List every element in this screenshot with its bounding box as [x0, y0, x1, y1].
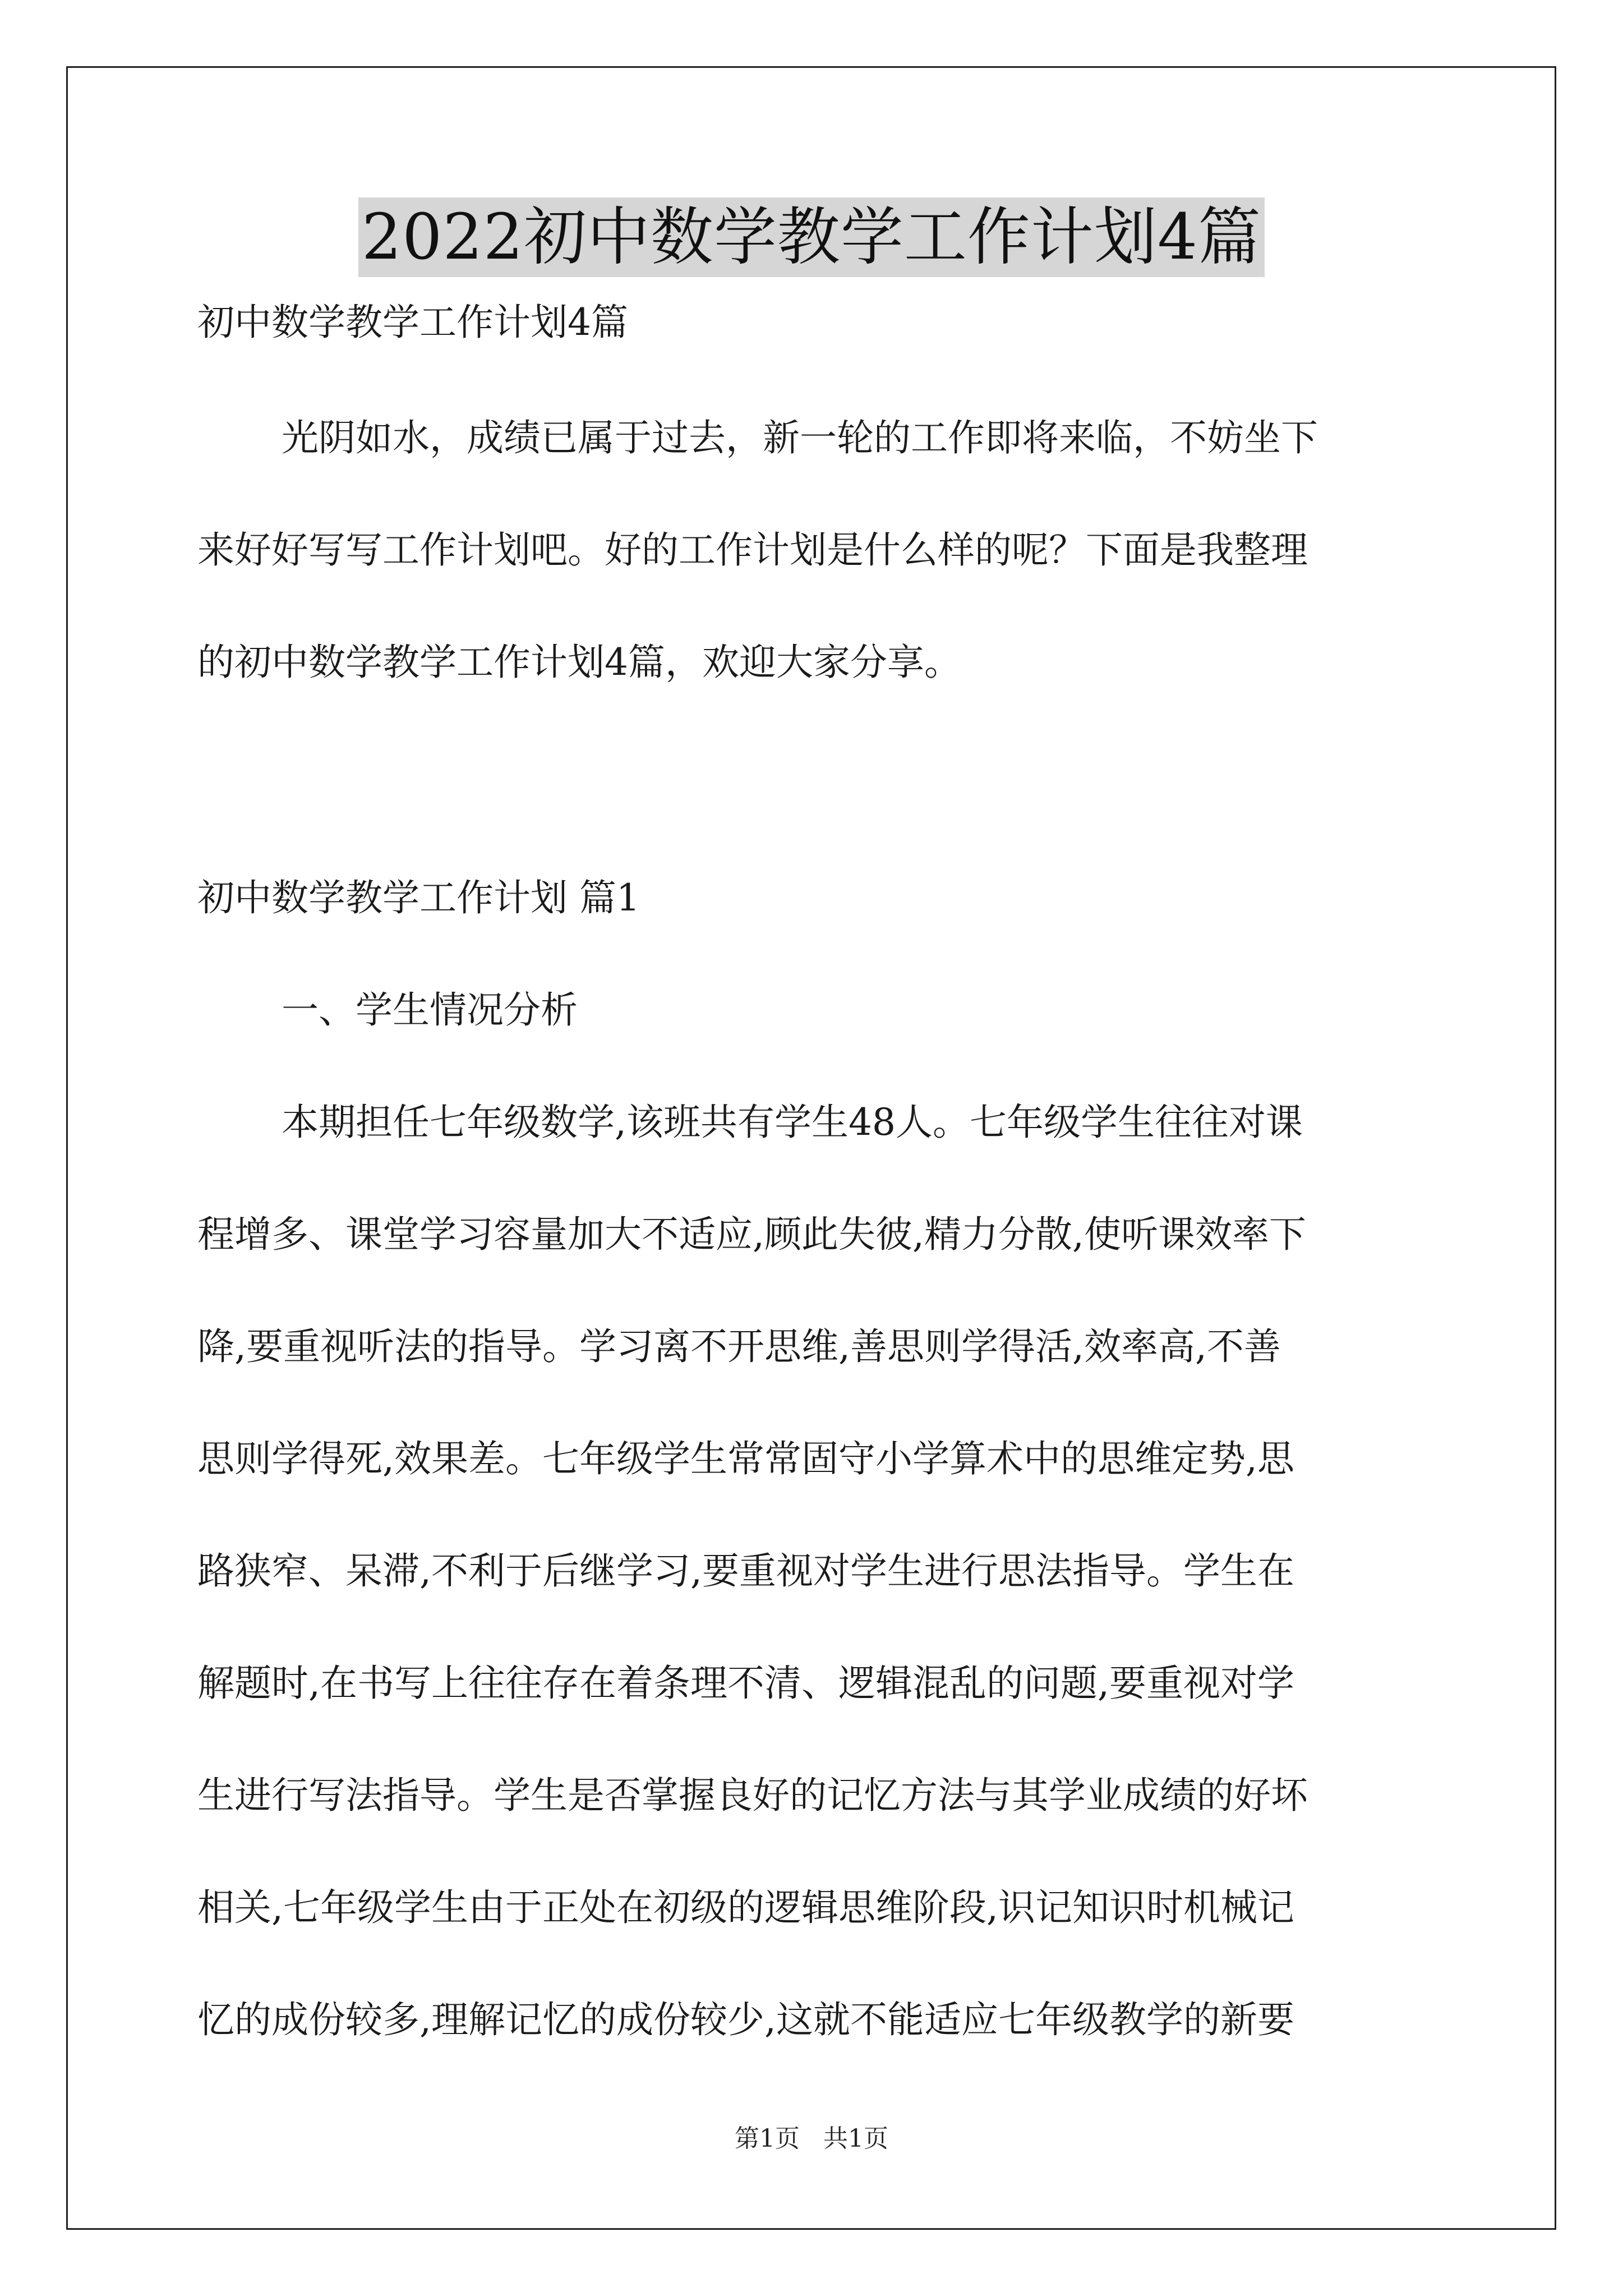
intro-paragraph-line: 的初中数学教学工作计划4篇，欢迎大家分享。: [197, 641, 961, 684]
body-paragraph-line: 降,要重视听法的指导。学习离不开思维,善思则学得活,效率高,不善: [197, 1325, 1281, 1368]
body-paragraph-line: 忆的成份较多,理解记忆的成份较少,这就不能适应七年级教学的新要: [197, 1998, 1294, 2041]
body-paragraph-line: 路狭窄、呆滞,不利于后继学习,要重视对学生进行思法指导。学生在: [197, 1549, 1294, 1593]
document-subtitle: 初中数学教学工作计划4篇: [197, 301, 628, 344]
body-paragraph-line: 本期担任七年级数学,该班共有学生48人。七年级学生往往对课: [282, 1101, 1303, 1144]
body-paragraph-line: 相关,七年级学生由于正处在初级的逻辑思维阶段,识记知识时机械记: [197, 1886, 1294, 1929]
body-paragraph-line: 程增多、课堂学习容量加大不适应,顾此失彼,精力分散,使听课效率下: [197, 1213, 1306, 1256]
page-footer: 第1页 共1页: [735, 2124, 888, 2153]
intro-paragraph-line: 光阴如水，成绩已属于过去，新一轮的工作即将来临，不妨坐下: [282, 416, 1318, 459]
subsection-heading: 一、学生情况分析: [282, 988, 578, 1032]
title-container: [0, 197, 1623, 277]
section-heading: 初中数学教学工作计划 篇1: [197, 876, 640, 919]
body-paragraph-line: 生进行写法指导。学生是否掌握良好的记忆方法与其学业成绩的好坏: [197, 1774, 1308, 1817]
intro-paragraph-line: 来好好写写工作计划吧。好的工作计划是什么样的呢？下面是我整理: [197, 528, 1308, 572]
document-title: 2022初中数学教学工作计划4篇: [358, 197, 1265, 277]
body-paragraph-line: 解题时,在书写上往往存在着条理不清、逻辑混乱的问题,要重视对学: [197, 1662, 1294, 1705]
body-paragraph-line: 思则学得死,效果差。七年级学生常常固守小学算术中的思维定势,思: [197, 1437, 1294, 1480]
